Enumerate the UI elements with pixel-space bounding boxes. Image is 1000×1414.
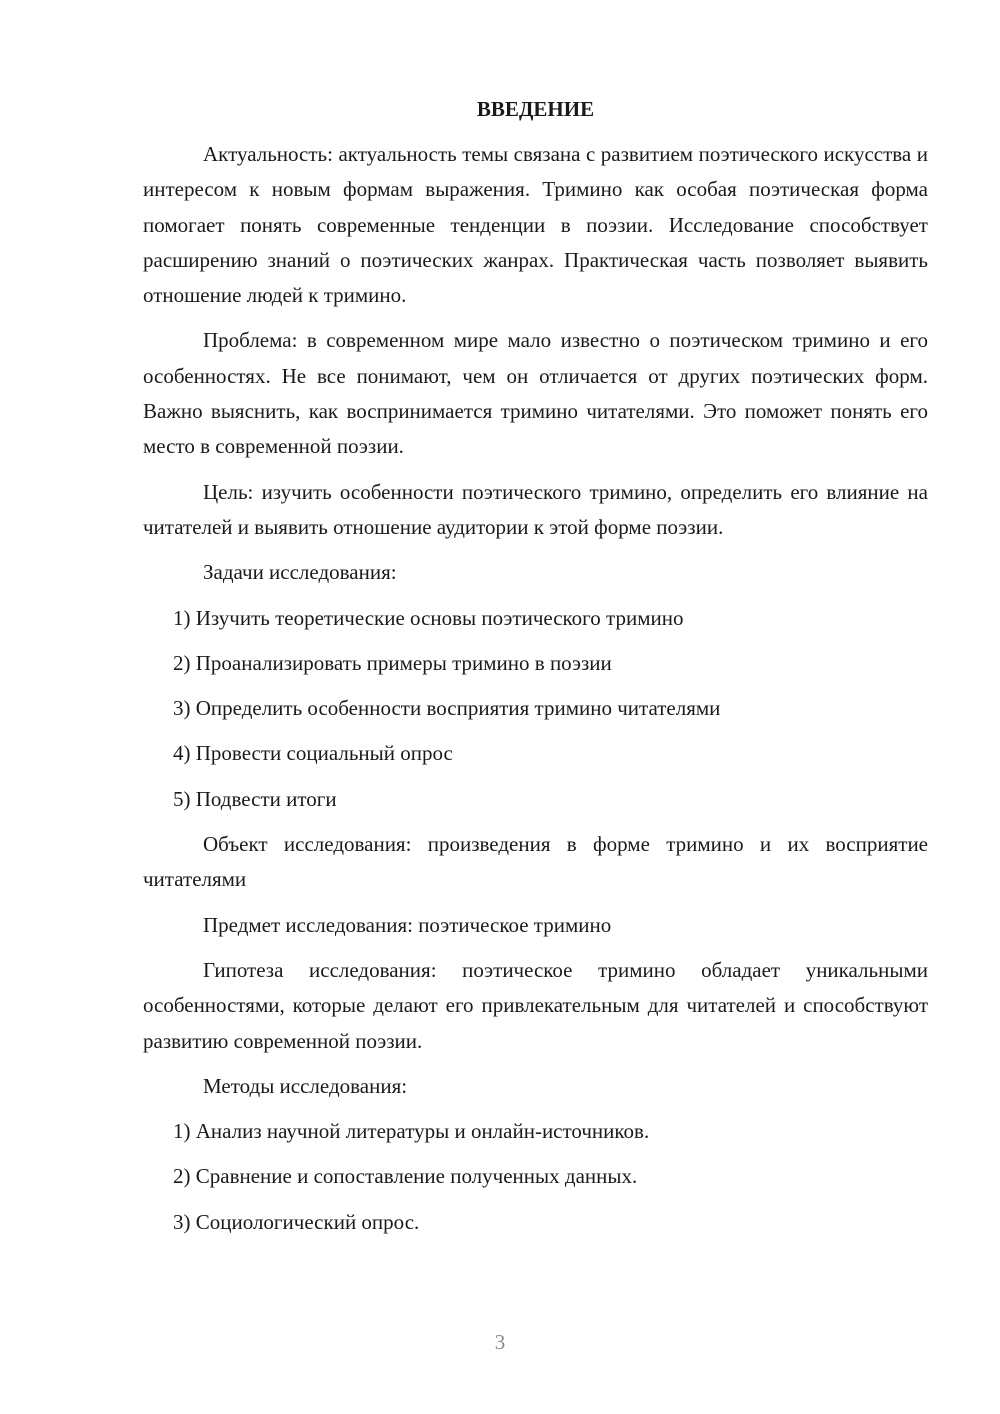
object-paragraph: Объект исследования: произведения в форме тримино и их восприятие читателями (143, 832, 928, 892)
task-item: 5) Подвести итоги (173, 786, 337, 811)
task-item: 2) Проанализировать примеры тримино в поэзии (173, 650, 612, 675)
method-item: 1) Анализ научной литературы и онлайн-источников. (173, 1119, 650, 1144)
methods-heading: Методы исследования: (203, 1073, 408, 1098)
method-item: 2) Сравнение и сопоставление полученных данных. (173, 1164, 638, 1189)
subject-paragraph: Предмет исследования: поэтическое тримино (203, 912, 612, 937)
section-title: ВВЕДЕНИЕ (476, 97, 595, 121)
task-item: 4) Провести социальный опрос (173, 741, 453, 766)
goal-paragraph: Цель: изучить особенности поэтического тримино, определить его влияние на читателей и выявить отношение аудитории к этой форме поэзии. (143, 479, 928, 539)
method-item: 3) Социологический опрос. (173, 1209, 420, 1234)
document-body (143, 92, 928, 1250)
relevance-paragraph: Актуальность: актуальность темы связана с развитием поэтического искусства и интересом к новым формам выражения. Тримино как особая поэтическая форма помогает понять современные тенденции в поэзии. Исследование способствует расширению знаний о поэтических жанрах. Практическая часть позволяет выявить отношение людей к тримино. (143, 142, 928, 308)
hypothesis-paragraph: Гипотеза исследования: поэтическое тримино обладает уникальными особенностями, которые делают его привлекательным для читателей и способствуют развитию современной поэзии. (143, 957, 928, 1053)
problem-paragraph: Проблема: в современном мире мало известно о поэтическом тримино и его особенностях. Не все понимают, чем он отличается от других поэтических форм. Важно выяснить, как воспринимается тримино читателями. Это поможет понять его место в современной поэзии. (143, 328, 928, 459)
methods-list (143, 1114, 928, 1240)
tasks-heading: Задачи исследования: (203, 560, 397, 585)
page-number: 3 (494, 1330, 506, 1354)
task-item: 3) Определить особенности восприятия тримино читателями (173, 696, 721, 721)
tasks-list (143, 601, 928, 817)
task-item: 1) Изучить теоретические основы поэтического тримино (173, 605, 684, 630)
